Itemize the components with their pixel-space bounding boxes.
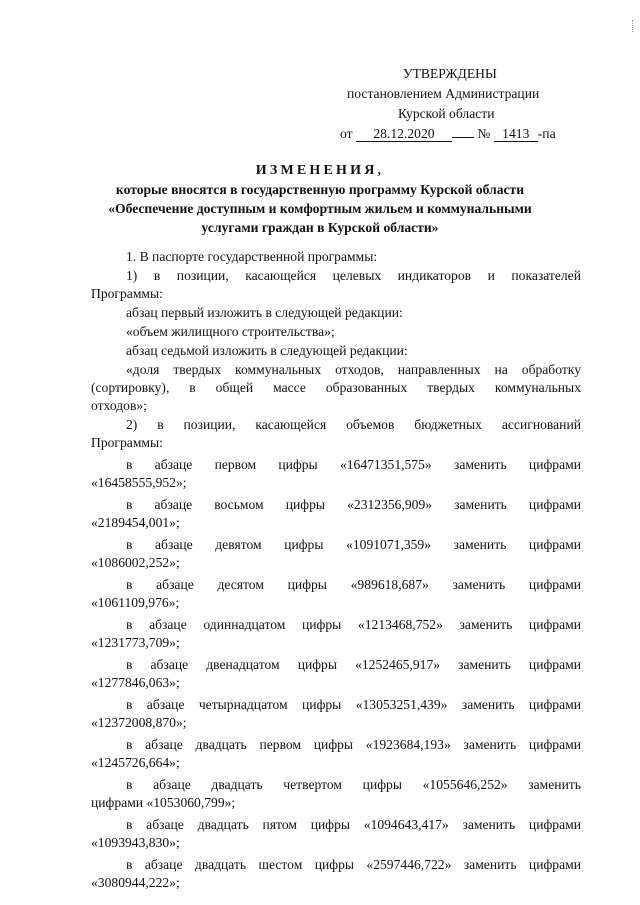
approval-date-number — [340, 124, 610, 144]
number-label: № — [477, 126, 491, 141]
paragraph-6-line-a: «доля твердых коммунальных отходов, направленных на обработку — [126, 362, 581, 377]
item-6-line-a: в абзаце двенадцатом цифры «1252465,917» заменить цифрами — [126, 657, 581, 672]
approval-number: 1413 — [494, 127, 538, 142]
item-2-line-b: «2189454,001»; — [91, 515, 180, 530]
item-3-line-a: в абзаце девятом цифры «1091071,359» заменить цифрами — [126, 537, 581, 552]
item-1-line-b: «16458555,952»; — [91, 475, 187, 490]
paragraph-3: абзац первый изложить в следующей редакции: — [126, 305, 403, 320]
item-4-line-a: в абзаце десятом цифры «989618,687» заменить цифрами — [126, 577, 581, 592]
item-5-line-b: «1231773,709»; — [91, 635, 180, 650]
paragraph-7-line-b: Программы: — [91, 435, 163, 450]
item-3-line-b: «1086002,252»; — [91, 555, 180, 570]
document-title — [60, 161, 580, 237]
paragraph-5: абзац седьмой изложить в следующей редакции: — [126, 343, 408, 358]
item-8-line-b: «1245726,664»; — [91, 755, 180, 770]
item-9-line-b: цифрами «1053060,799»; — [91, 795, 236, 810]
paragraph-7-line-a: 2) в позиции, касающейся объемов бюджетных ассигнований — [126, 417, 581, 432]
title-line-1: которые вносятся в государственную программу Курской области — [115, 182, 525, 197]
item-9-line-a: в абзаце двадцать четвертом цифры «1055646,252» заменить — [126, 777, 581, 792]
scan-edge-mark — [632, 20, 637, 32]
document-body — [91, 248, 581, 892]
item-4-line-b: «1061109,976»; — [91, 595, 180, 610]
approval-date: 28.12.2020 — [356, 127, 452, 142]
paragraph-6-line-b: (сортировку), в общей массе образованных твердых коммунальных — [91, 380, 581, 395]
number-suffix: -па — [537, 126, 556, 141]
item-2-line-a: в абзаце восьмом цифры «2312356,909» заменить цифрами — [126, 497, 581, 512]
from-label: от — [340, 126, 353, 141]
item-10-line-a: в абзаце двадцать пятом цифры «1094643,417» заменить цифрами — [126, 817, 581, 832]
approval-stamp — [340, 64, 610, 144]
item-10-line-b: «1093943,830»; — [91, 835, 180, 850]
item-7-line-b: «12372008,870»; — [91, 715, 187, 730]
paragraph-1: 1. В паспорте государственной программы: — [126, 249, 378, 264]
paragraph-6-line-c: отходов»; — [91, 398, 147, 413]
approval-heading: УТВЕРЖДЕНЫ — [403, 66, 497, 81]
item-1-line-a: в абзаце первом цифры «16471351,575» заменить цифрами — [126, 457, 581, 472]
date-underline-tail — [452, 137, 474, 138]
title-heading: ИЗМЕНЕНИЯ, — [255, 163, 385, 178]
item-11-line-b: «3080944,222»; — [91, 875, 180, 890]
item-5-line-a: в абзаце одиннадцатом цифры «1213468,752» заменить цифрами — [126, 617, 581, 632]
approval-decree: постановлением Администрации — [347, 86, 540, 101]
item-11-line-a: в абзаце двадцать шестом цифры «2597446,722» заменить цифрами — [126, 857, 581, 872]
approval-region: Курской области — [398, 106, 495, 121]
item-6-line-b: «1277846,063»; — [91, 675, 180, 690]
paragraph-4: «объем жилищного строительства»; — [126, 324, 335, 339]
title-line-3: услугами граждан в Курской области» — [201, 220, 439, 235]
paragraph-2-line-a: 1) в позиции, касающейся целевых индикаторов и показателей — [126, 268, 581, 283]
title-line-2: «Обеспечение доступным и комфортным жильем и коммунальными — [108, 201, 532, 216]
item-8-line-a: в абзаце двадцать первом цифры «1923684,193» заменить цифрами — [126, 737, 581, 752]
paragraph-2-line-b: Программы: — [91, 286, 163, 301]
item-7-line-a: в абзаце четырнадцатом цифры «13053251,439» заменить цифрами — [126, 697, 581, 712]
